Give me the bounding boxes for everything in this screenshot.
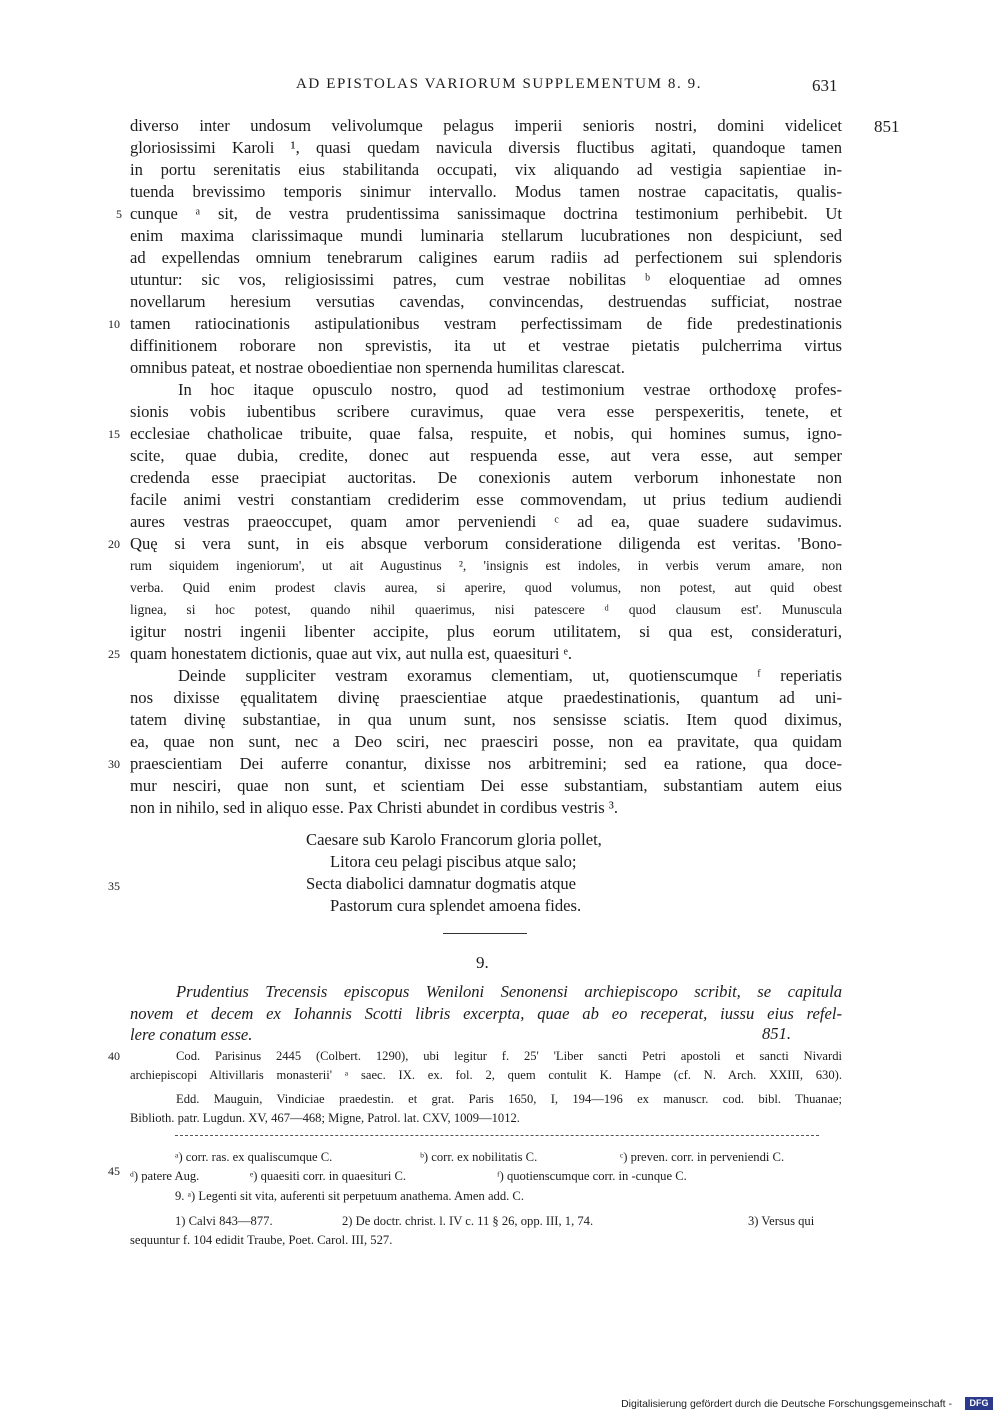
text-line: tamen ratiocinationis astipulationibus vestram perfectissimam de fide predestinationis	[130, 314, 842, 333]
section-separator	[443, 933, 527, 934]
text-line: nos dixisse ęqualitatem divinę praescientiae atque praedestinationis, quantum ad uni-	[130, 688, 842, 707]
text-line: In hoc itaque opusculo nostro, quod ad testimonium vestrae orthodoxę profes-	[178, 380, 842, 399]
text-line: diffinitionem roborare non sprevistis, ita ut et vestrae pietatis pulcherrima virtus	[130, 336, 842, 355]
text-line: tatem divinę substantiae, in qua unum sunt, nos sensisse sciatis. Item quod diximus,	[130, 710, 842, 729]
text-line: cunque ᵃ sit, de vestra prudentissima sanissimaque doctrina testimonium perhibebit. Ut	[130, 204, 842, 223]
critical-note-b: ᵇ) corr. ex nobilitatis C.	[420, 1150, 538, 1164]
summary-line: Prudentius Trecensis episcopus Weniloni Senonensi archiepiscopo scribit, se capitula	[176, 982, 842, 1001]
quote-line: verba. Quid enim prodest clavis aurea, si aperire, quod volumus, non potest, aut quid obest	[130, 580, 842, 595]
text-line: gloriosissimi Karoli ¹, quasi quedam navicula diversis fluctibus agitati, quandoque tamen	[130, 138, 842, 157]
quote-line: rum siquidem ingeniorum', ut ait Augustinus ², 'insignis est indoles, in verbis verum amare, non	[130, 558, 842, 573]
dfg-logo: DFG	[965, 1397, 993, 1410]
critical-note-e: ᵉ) quaesiti corr. in quaesituri C.	[250, 1169, 407, 1183]
text-line: ad expellendas omnium tenebrarum caligines earum radiis ad perfectionem sui splendoris	[130, 248, 842, 267]
text-line: igitur nostri ingenii libenter accipite, plus eorum utilitatem, si qua est, consideraturi,	[130, 622, 842, 641]
text-line: ecclesiae chatholicae tribuite, quae falsa, respuite, et nobis, qui homines sumus, igno-	[130, 424, 842, 443]
quote-line: lignea, si hoc potest, quando nihil quaerimus, nisi patescere ᵈ quod clausum est'. Munuscula	[130, 602, 842, 617]
text-line: Quę si vera sunt, in eis absque verborum consideratione diligenda est veritas. 'Bono-	[130, 534, 842, 553]
section9-note: 9. ᵃ) Legenti sit vita, auferenti sit perpetuum anathema. Amen add. C.	[175, 1189, 524, 1203]
critical-note-f: ᶠ) quotienscumque corr. in -cunque C.	[497, 1169, 687, 1183]
footnote-2: 2) De doctr. christ. l. IV c. 11 § 26, opp. III, 1, 74.	[342, 1214, 594, 1228]
verse-line: Pastorum cura splendet amoena fides.	[330, 896, 582, 915]
line-number: 10	[108, 317, 120, 331]
summary-line: novem et decem ex Iohannis Scotti libris excerpta, quae ab eo receperat, iussu eius refel-	[130, 1004, 842, 1023]
text-line: aures vestras praeoccupet, quam amor perveniendi ᶜ ad ea, quae suadere sudavimus.	[130, 512, 842, 531]
text-line: enim maxima clarissimaque mundi luminaria stellarum lucubrationes non despiciunt, sed	[130, 226, 842, 245]
footnote-rule	[175, 1135, 819, 1136]
critical-note-a: ᵃ) corr. ras. ex qualiscumque C.	[175, 1150, 333, 1164]
summary-date: 851.	[762, 1024, 792, 1043]
text-line: praescientiam Dei auferre conantur, dixisse nos arbitremini; sed ea ratione, qua doce-	[130, 754, 842, 773]
running-title: AD EPISTOLAS VARIORUM SUPPLEMENTUM 8. 9.	[296, 76, 703, 92]
source-line: archiepiscopi Altivillaris monasterii' ᵃ saec. IX. ex. fol. 2, quem contulit K. Hampe (cf. N. Arch. XXIII, 630).	[130, 1068, 842, 1082]
page-header	[0, 76, 1000, 100]
section-number: 9.	[476, 953, 489, 972]
text-line: facile animi vestri constantiam crediderim esse commovendam, ut prius tedium audiendi	[130, 490, 842, 509]
text-line: non in nihilo, sed in aliquo esse. Pax Christi abundet in cordibus vestris ³.	[130, 798, 618, 817]
text-line: omnibus pateat, et nostrae oboedientiae non spernenda humilitas clarescat.	[130, 358, 625, 377]
verse-line: Litora ceu pelagi piscibus atque salo;	[330, 852, 577, 871]
footnote-3-continued: sequuntur f. 104 edidit Traube, Poet. Carol. III, 527.	[130, 1233, 393, 1247]
margin-year: 851	[874, 117, 900, 136]
verse-line: Secta diabolici damnatur dogmatis atque	[306, 874, 577, 893]
text-line: tuenda brevissimo temporis sinimur intervallo. Modus tamen nostrae capacitatis, qualis-	[130, 182, 842, 201]
text-line: utuntur: sic vos, religiosissimi patres, cum vestrae nobilitas ᵇ eloquentiae ad omnes	[130, 270, 842, 289]
critical-note-d: ᵈ) patere Aug.	[130, 1169, 200, 1183]
line-number: 40	[108, 1049, 120, 1063]
source-line: Cod. Parisinus 2445 (Colbert. 1290), ubi legitur f. 25' 'Liber sancti Petri apostoli et sancti Nivardi	[176, 1049, 842, 1063]
text-line: quam honestatem dictionis, quae aut vix, aut nulla est, quaesituri ᵉ.	[130, 644, 573, 663]
text-line: ea, quae non sunt, nec a Deo sciri, nec praesciri posse, non ea pravitate, qua quidam	[130, 732, 842, 751]
text-line: diverso inter undosum velivolumque pelagus imperii senioris nostri, domini videlicet	[130, 116, 842, 135]
line-number: 35	[108, 879, 120, 893]
text-line: sionis vobis iubentibus scribere curavimus, quae vera esse perspexeritis, tenete, et	[130, 402, 842, 421]
line-number: 20	[108, 537, 120, 551]
summary-line: lere conatum esse.	[130, 1025, 253, 1044]
line-number: 30	[108, 757, 120, 771]
footnote-3: 3) Versus qui	[748, 1214, 815, 1228]
text-line: in portu serenitatis eius stabilitanda occupati, vix aliquando ad vestigia sapientiae in-	[130, 160, 842, 179]
line-number: 25	[108, 647, 120, 661]
text-line: scite, quae dubia, credite, donec aut respuenda esse, aut vera esse, aut semper	[130, 446, 842, 465]
source-line: Edd. Mauguin, Vindiciae praedestin. et grat. Paris 1650, I, 194—196 ex manuscr. cod. bibl. Thuanae;	[176, 1092, 842, 1106]
text-line: novellarum heresium versutias cavendas, convincendas, destruendas sufficiat, nostrae	[130, 292, 842, 311]
text-line: credenda esse praecipiat auctoritas. De conexionis autem verborum inhonestate non	[130, 468, 842, 487]
footnote-1: 1) Calvi 843—877.	[175, 1214, 273, 1228]
verse-line: Caesare sub Karolo Francorum gloria pollet,	[306, 830, 602, 849]
page-number: 631	[812, 76, 838, 95]
line-number: 5	[116, 207, 122, 221]
critical-note-c: ᶜ) preven. corr. in perveniendi C.	[620, 1150, 785, 1164]
line-number: 15	[108, 427, 120, 441]
text-line: Deinde suppliciter vestram exoramus clementiam, ut, quotienscumque ᶠ reperiatis	[178, 666, 842, 685]
digitization-credit: Digitalisierung gefördert durch die Deutsche Forschungsgemeinschaft -	[621, 1398, 952, 1410]
line-number: 45	[108, 1164, 120, 1178]
text-line: mur nesciri, quae non sunt, et scientiam Dei esse substantiam, substantiam autem eius	[130, 776, 842, 795]
source-line: Biblioth. patr. Lugdun. XV, 467—468; Migne, Patrol. lat. CXV, 1009—1012.	[130, 1111, 520, 1125]
